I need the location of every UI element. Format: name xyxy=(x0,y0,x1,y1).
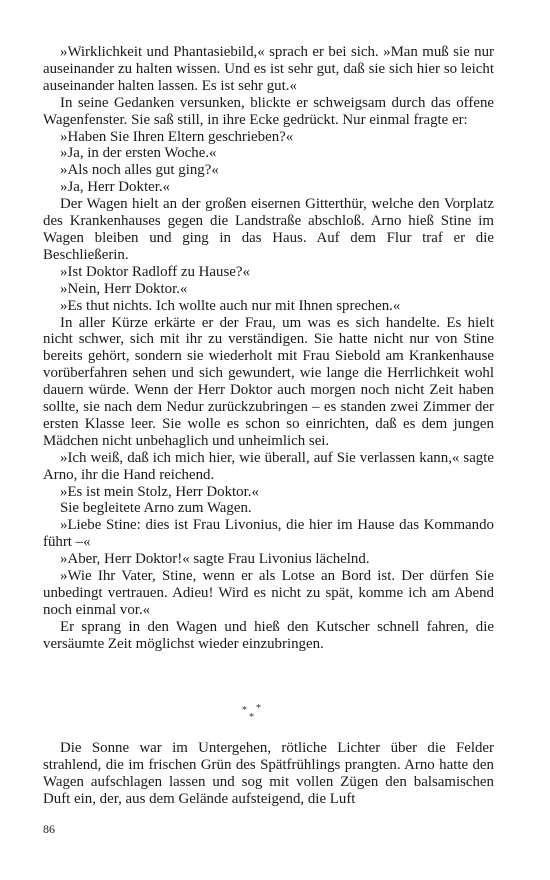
dialogue-line: »Ich weiß, daß ich mich hier, wie überall, auf Sie verlassen kann,« sagte Arno, ihr die Hand reichend. xyxy=(43,449,494,483)
paragraph: Der Wagen hielt an der großen eisernen Gitterthür, welche den Vorplatz des Krankenhauses gegen die Landstraße abschloß. Arno hieß Stine im Wagen bleiben und ging in das Haus. Auf dem Flur traf er die Beschließerin. xyxy=(43,196,494,263)
section-two-text xyxy=(43,740,494,808)
paragraph: »Wirklichkeit und Phantasiebild,« sprach er bei sich. »Man muß sie nur auseinander zu halten wissen. Und es ist sehr gut, daß sie sich hier so leicht auseinander halten lassen. Es ist sehr gut.« xyxy=(43,44,494,94)
dialogue-line: »Ist Doktor Radloff zu Hause?« xyxy=(60,263,250,280)
paragraph: Sie begleitete Arno zum Wagen. xyxy=(60,500,252,517)
dialogue-line: »Haben Sie Ihren Eltern geschrieben?« xyxy=(60,128,294,145)
paragraph: In seine Gedanken versunken, blickte er schweigsam durch das offene Wagenfenster. Sie saß still, in ihre Ecke gedrückt. Nur einmal fragte er: xyxy=(43,94,494,128)
separator-asterisk: * xyxy=(249,712,254,723)
dialogue-line: »Wie Ihr Vater, Stine, wenn er als Lotse an Bord ist. Der dürfen Sie unbedingt vertrauen. Adieu! Wird es nicht zu spät, komme ich am Abend noch einmal vor.« xyxy=(43,568,494,618)
dialogue-line: »Ja, Herr Dokter.« xyxy=(60,179,170,196)
dialogue-line: »Aber, Herr Doktor!« sagte Frau Livonius lächelnd. xyxy=(60,551,370,568)
paragraph: Er sprang in den Wagen und hieß den Kutscher schnell fahren, die versäumte Zeit möglichst wieder einzubringen. xyxy=(43,618,494,652)
separator-asterisk: * xyxy=(256,703,261,714)
dialogue-line: »Ja, in der ersten Woche.« xyxy=(60,145,217,162)
separator-asterisk: * xyxy=(242,705,247,716)
paragraph: Die Sonne war im Untergehen, rötliche Lichter über die Felder strahlend, die im frischen Grün des Spätfrühlings prangten. Arno hatte den Wagen aufschlagen lassen und sog mit vollen Zügen den balsamischen Duft ein, der, aus dem Gelände aufsteigend, die Luft xyxy=(43,740,494,807)
section-separator xyxy=(236,704,266,724)
dialogue-line: »Es ist mein Stolz, Herr Doktor.« xyxy=(60,483,259,500)
dialogue-line: »Liebe Stine: dies ist Frau Livonius, die hier im Hause das Kommando führt –« xyxy=(43,517,494,551)
dialogue-line: »Als noch alles gut ging?« xyxy=(60,162,219,179)
dialogue-line: »Es thut nichts. Ich wollte auch nur mit Ihnen sprechen.« xyxy=(60,297,401,314)
page-number: 86 xyxy=(43,822,55,836)
main-text xyxy=(43,44,494,653)
dialogue-line: »Nein, Herr Doktor.« xyxy=(60,280,188,297)
paragraph: In aller Kürze erkärte er der Frau, um was es sich handelte. Es hielt nicht schwer, sich mit ihr zu verständigen. Sie hatte nicht nur von Stine bereits gehört, sondern sie wiederholt mit Frau Siebold am Krankenhause vorüberfahren sehen und sich gewundert, wie lange die Herrlichkeit wohl dauern würde. Wenn der Herr Doktor auch morgen noch nicht Zeit haben sollte, sie nach dem Nedur zurückzubringen – es standen zwei Zimmer der ersten Klasse leer. Sie wolle es schon so einrichten, daß es dem jungen Mädchen nicht unbehaglich und unheimlich sei. xyxy=(43,314,494,449)
